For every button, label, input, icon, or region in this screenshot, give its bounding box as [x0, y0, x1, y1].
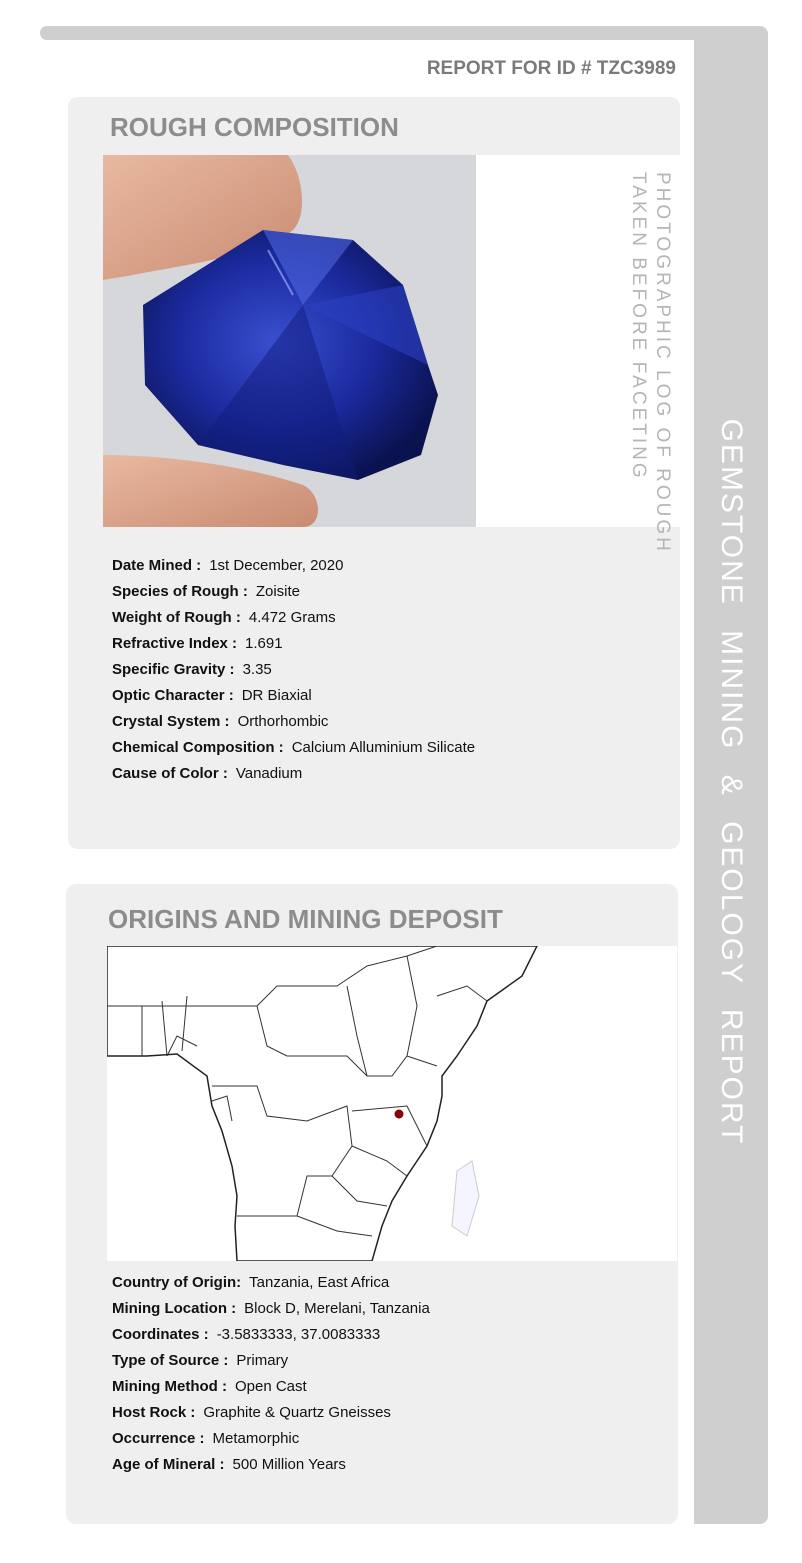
origin-field-label: Occurrence : — [112, 1430, 205, 1447]
rough-field-value: Calcium Alluminium Silicate — [291, 739, 476, 756]
origin-field-label: Host Rock : — [112, 1404, 196, 1421]
report-id: REPORT FOR ID # TZC3989 — [426, 58, 676, 79]
origin-field-row — [112, 1296, 430, 1322]
rough-field-row — [112, 579, 475, 605]
origin-field-label: Coordinates : — [112, 1326, 209, 1343]
origin-field-value: Graphite & Quartz Gneisses — [203, 1404, 391, 1421]
rough-field-label: Specific Gravity : — [112, 661, 235, 678]
rough-field-value: DR Biaxial — [241, 687, 312, 704]
rough-field-label: Species of Rough : — [112, 583, 248, 600]
rough-field-value: Zoisite — [255, 583, 301, 600]
africa-map-illustration — [107, 946, 677, 1261]
rough-field-value: 1.691 — [245, 635, 283, 652]
rough-field-label: Refractive Index : — [112, 635, 238, 652]
rough-field-row — [112, 657, 475, 683]
rough-field-label: Cause of Color : — [112, 765, 228, 782]
rough-composition-heading: ROUGH COMPOSITION — [110, 112, 399, 142]
origin-field-row — [112, 1426, 430, 1452]
rough-field-row — [112, 735, 475, 761]
rough-gem-photo — [103, 155, 476, 527]
origins-heading: ORIGINS AND MINING DEPOSIT — [108, 904, 503, 934]
gem-photo-illustration — [103, 155, 476, 527]
origin-field-label: Mining Method : — [112, 1378, 227, 1395]
rough-field-row — [112, 631, 475, 657]
origin-field-row — [112, 1452, 430, 1478]
origins-details-list — [112, 1270, 430, 1478]
origin-field-row — [112, 1348, 430, 1374]
origin-field-row — [112, 1374, 430, 1400]
side-title-text: GEMSTONE MINING & GEOLOGY REPORT — [715, 418, 748, 1146]
rough-field-value: Orthorhombic — [237, 713, 329, 730]
top-decorative-bar — [40, 26, 700, 40]
origin-field-label: Age of Mineral : — [112, 1456, 225, 1473]
mine-location-marker — [395, 1110, 404, 1119]
rough-details-list — [112, 553, 475, 787]
rough-field-label: Optic Character : — [112, 687, 234, 704]
origin-field-value: Open Cast — [234, 1378, 307, 1395]
rough-field-label: Chemical Composition : — [112, 739, 284, 756]
rough-field-label: Weight of Rough : — [112, 609, 241, 626]
africa-map — [107, 946, 677, 1261]
origin-field-value: 500 Million Years — [232, 1456, 346, 1473]
rough-field-value: Vanadium — [235, 765, 303, 782]
rough-field-value: 3.35 — [242, 661, 272, 678]
side-title — [694, 26, 768, 1524]
rough-field-row — [112, 553, 475, 579]
rough-field-row — [112, 605, 475, 631]
origin-field-row — [112, 1400, 430, 1426]
origin-field-value: Block D, Merelani, Tanzania — [244, 1300, 430, 1317]
rough-field-row — [112, 761, 475, 787]
origin-field-label: Country of Origin: — [112, 1274, 242, 1291]
rough-field-value: 4.472 Grams — [248, 609, 336, 626]
origin-field-value: -3.5833333, 37.0083333 — [216, 1326, 381, 1343]
origin-field-row — [112, 1270, 430, 1296]
photo-caption-line-2: TAKEN BEFORE FACETING — [628, 172, 649, 481]
origin-field-label: Mining Location : — [112, 1300, 237, 1317]
origin-field-value: Tanzania, East Africa — [249, 1274, 390, 1291]
origin-field-value: Primary — [236, 1352, 289, 1369]
rough-field-value: 1st December, 2020 — [209, 557, 344, 574]
origin-field-label: Type of Source : — [112, 1352, 229, 1369]
rough-field-label: Crystal System : — [112, 713, 230, 730]
rough-field-label: Date Mined : — [112, 557, 202, 574]
rough-field-row — [112, 709, 475, 735]
photo-caption-line-1: PHOTOGRAPHIC LOG OF ROUGH — [652, 172, 673, 554]
origin-field-value: Metamorphic — [212, 1430, 300, 1447]
origin-field-row — [112, 1322, 430, 1348]
rough-field-row — [112, 683, 475, 709]
